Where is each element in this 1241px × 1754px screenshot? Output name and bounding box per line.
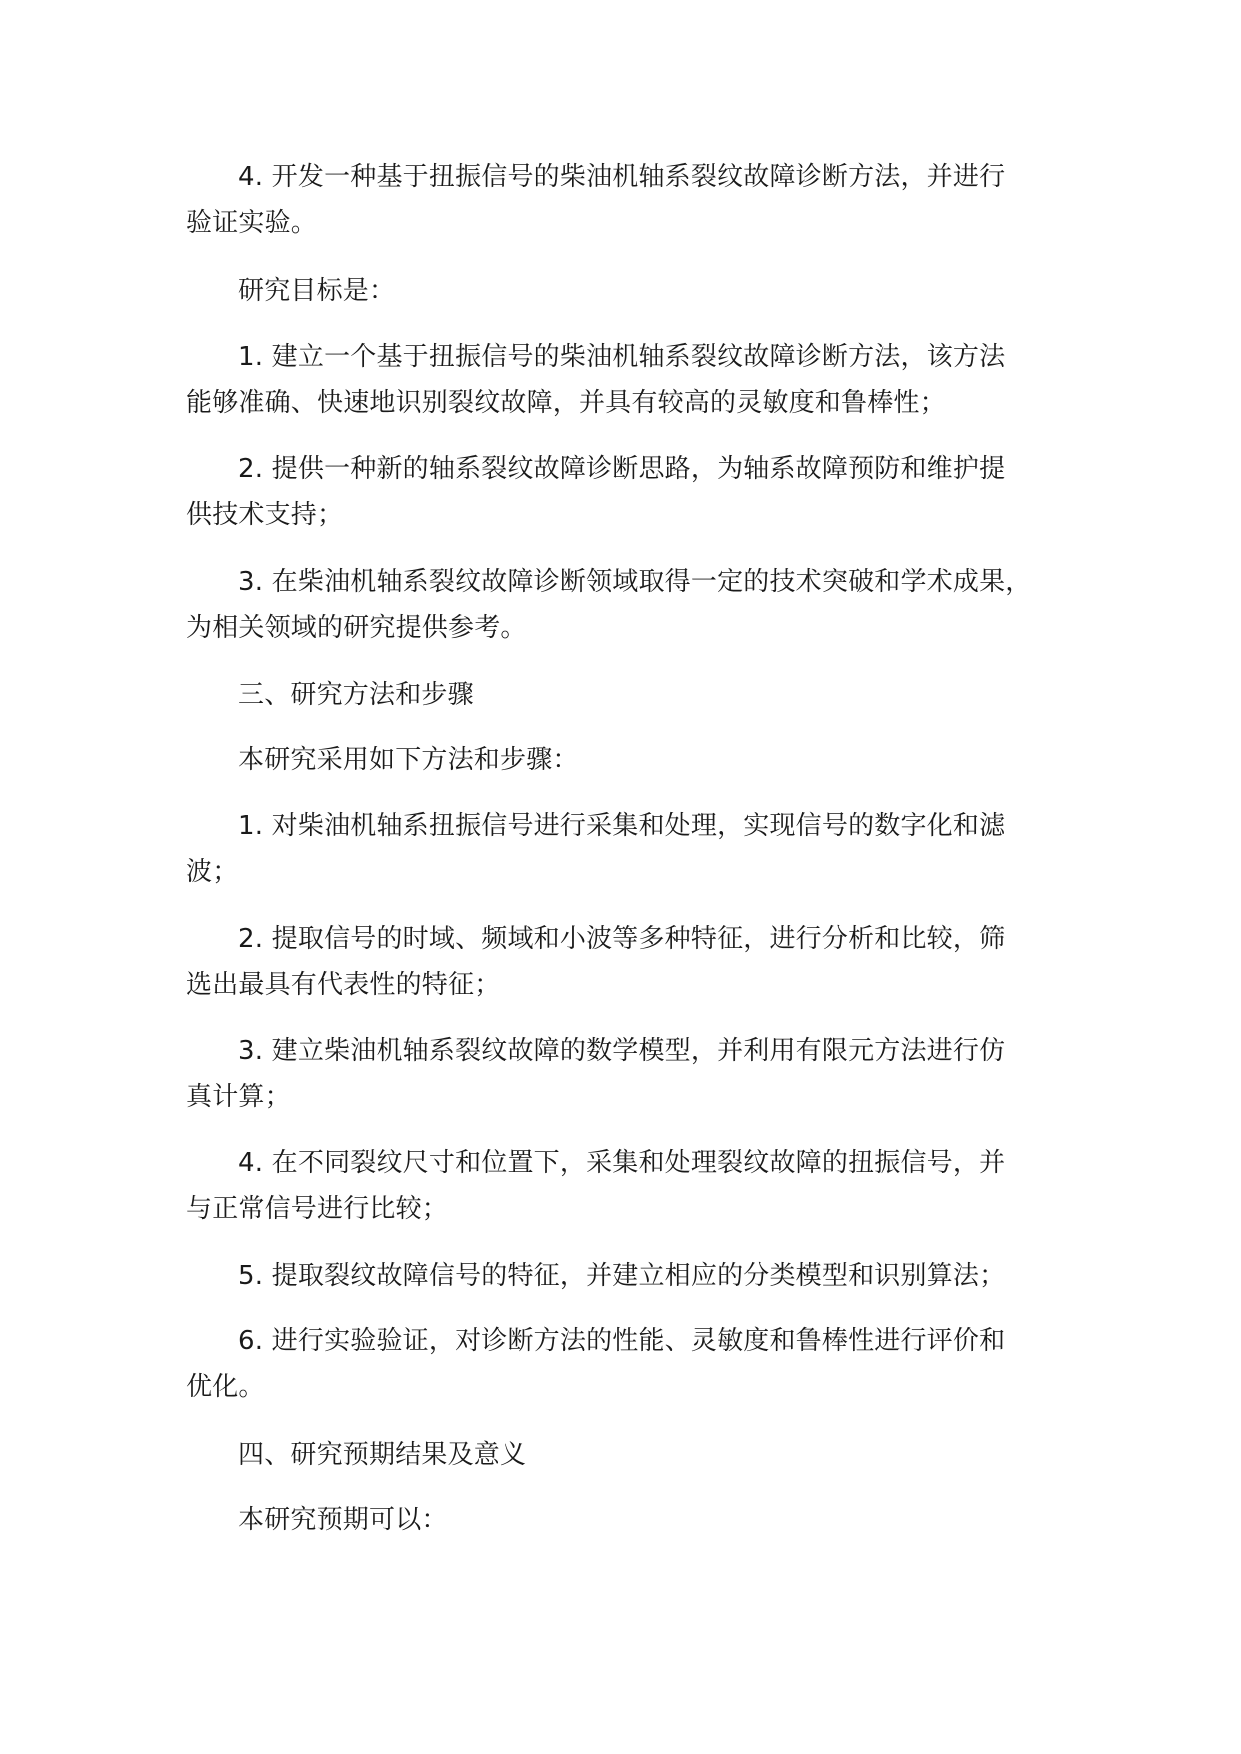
paragraph-line: 波；	[186, 857, 239, 887]
paragraph-step-2	[186, 916, 1086, 1008]
paragraph-research-targets-heading	[186, 268, 1086, 314]
paragraph-line: 真计算；	[186, 1082, 291, 1112]
paragraph-step-1	[186, 803, 1086, 895]
paragraph-target-3	[186, 559, 1086, 651]
paragraph-goal-4	[186, 154, 1086, 246]
paragraph-target-2	[186, 446, 1086, 538]
paragraph-step-3	[186, 1028, 1086, 1120]
paragraph-line: 研究目标是：	[238, 276, 396, 306]
paragraph-line: 1. 建立一个基于扭振信号的柴油机轴系裂纹故障诊断方法，该方法	[238, 342, 1006, 372]
paragraph-line: 本研究预期可以：	[238, 1505, 448, 1535]
paragraph-step-6	[186, 1318, 1086, 1410]
paragraph-target-1	[186, 334, 1086, 426]
paragraph-line: 4. 在不同裂纹尺寸和位置下，采集和处理裂纹故障的扭振信号，并	[238, 1148, 1006, 1178]
paragraph-line: 选出最具有代表性的特征；	[186, 970, 501, 1000]
section-heading-expected-results	[186, 1432, 1086, 1478]
paragraph-line: 为相关领域的研究提供参考。	[186, 613, 527, 643]
paragraph-line: 与正常信号进行比较；	[186, 1194, 449, 1224]
section-heading-methods	[186, 672, 1086, 718]
paragraph-line: 能够准确、快速地识别裂纹故障，并具有较高的灵敏度和鲁棒性；	[186, 388, 946, 418]
paragraph-line: 2. 提取信号的时域、频域和小波等多种特征，进行分析和比较，筛	[238, 924, 1006, 954]
paragraph-line: 三、研究方法和步骤	[238, 680, 474, 710]
paragraph-line: 优化。	[186, 1372, 265, 1402]
paragraph-line: 本研究采用如下方法和步骤：	[238, 745, 579, 775]
paragraph-line: 3. 建立柴油机轴系裂纹故障的数学模型，并利用有限元方法进行仿	[238, 1036, 1006, 1066]
paragraph-methods-intro	[186, 737, 1086, 783]
paragraph-line: 4. 开发一种基于扭振信号的柴油机轴系裂纹故障诊断方法，并进行	[238, 162, 1006, 192]
paragraph-line: 6. 进行实验验证，对诊断方法的性能、灵敏度和鲁棒性进行评价和	[238, 1326, 1006, 1356]
paragraph-step-5	[186, 1253, 1086, 1299]
paragraph-line: 1. 对柴油机轴系扭振信号进行采集和处理，实现信号的数字化和滤	[238, 811, 1006, 841]
paragraph-line: 2. 提供一种新的轴系裂纹故障诊断思路，为轴系故障预防和维护提	[238, 454, 1006, 484]
paragraph-step-4	[186, 1140, 1086, 1232]
paragraph-line: 四、研究预期结果及意义	[238, 1440, 527, 1470]
paragraph-line: 3. 在柴油机轴系裂纹故障诊断领域取得一定的技术突破和学术成果，	[238, 567, 1032, 597]
paragraph-line: 5. 提取裂纹故障信号的特征，并建立相应的分类模型和识别算法；	[238, 1261, 1006, 1291]
paragraph-line: 验证实验。	[186, 208, 318, 238]
paragraph-expected-intro	[186, 1497, 1086, 1543]
paragraph-line: 供技术支持；	[186, 500, 344, 530]
